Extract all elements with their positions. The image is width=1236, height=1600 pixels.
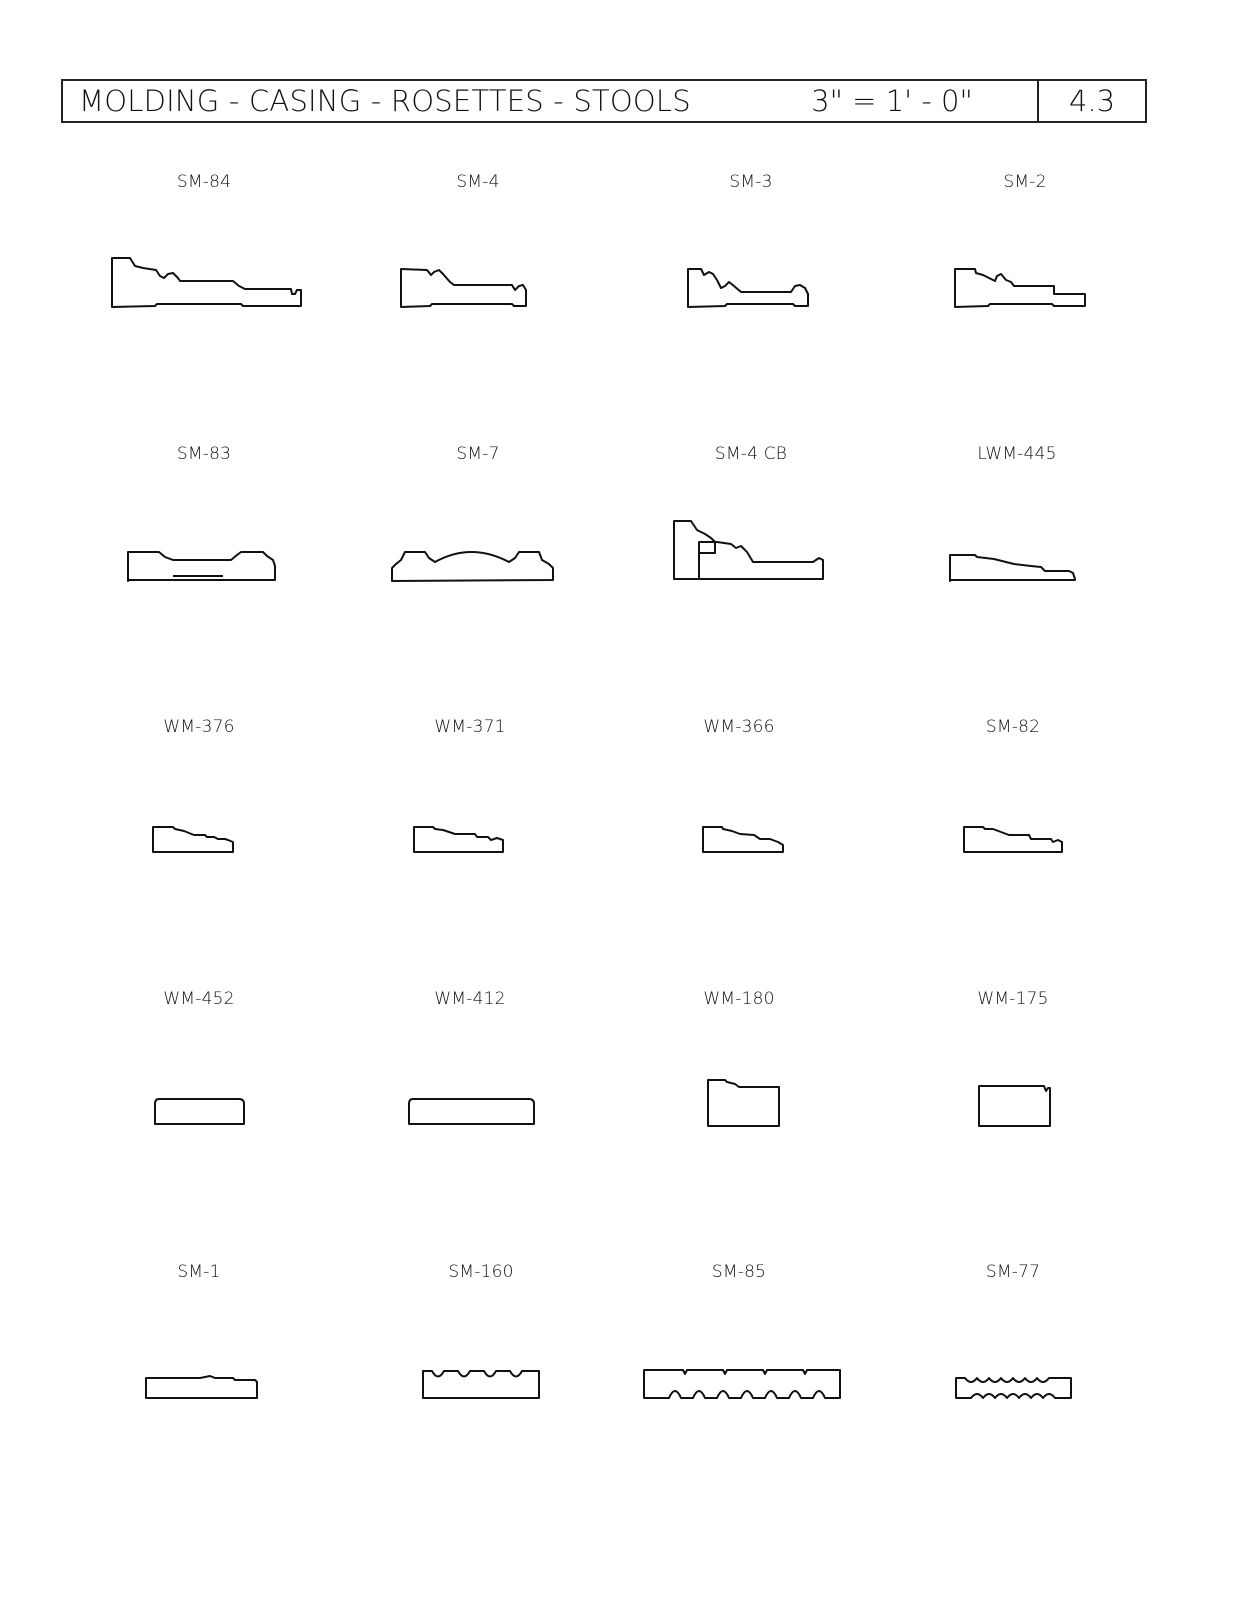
wm-376-profile-drawing: [152, 826, 237, 854]
profile-sm-83: [74, 442, 334, 592]
profile-label: WM-452: [163, 989, 235, 1009]
profile-label: SM-2: [1003, 172, 1047, 192]
sm-82-profile-drawing: [963, 826, 1068, 854]
profile-label: SM-160: [448, 1262, 514, 1282]
sm-1-profile-drawing: [145, 1376, 260, 1400]
profile-label: WM-175: [977, 989, 1049, 1009]
profile-label: SM-4: [456, 172, 500, 192]
sm-3-profile-drawing: [687, 266, 812, 308]
profile-wm-371: [340, 715, 600, 865]
profile-label: WM-371: [434, 717, 506, 737]
sm-2-profile-drawing: [954, 266, 1089, 308]
profile-label: SM-3: [729, 172, 773, 192]
profile-label: SM-84: [176, 172, 232, 192]
profile-label: SM-1: [177, 1262, 221, 1282]
profile-sm-7: [348, 442, 608, 592]
profile-wm-452: [69, 987, 329, 1137]
profile-label: SM-83: [176, 444, 232, 464]
sheet-title: MOLDING - CASING - ROSETTES - STOOLS: [79, 84, 691, 118]
profile-sm-84: [74, 170, 334, 320]
profile-wm-412: [340, 987, 600, 1137]
profile-sm-2: [895, 170, 1155, 320]
wm-412-profile-drawing: [408, 1098, 536, 1126]
profile-label: WM-412: [434, 989, 506, 1009]
profile-sm-82: [883, 715, 1143, 865]
profile-label: SM-85: [711, 1262, 767, 1282]
profile-label: SM-77: [985, 1262, 1041, 1282]
lwm-445-profile-drawing: [949, 552, 1079, 582]
sm-4-cb-profile-drawing: [673, 520, 828, 582]
profile-sm-4-cb: [621, 442, 881, 592]
profile-label: WM-376: [163, 717, 235, 737]
profile-label: WM-366: [703, 717, 775, 737]
profile-sm-85: [609, 1260, 869, 1410]
sm-83-profile-drawing: [127, 548, 277, 582]
sm-85-profile-drawing: [643, 1368, 843, 1400]
profile-label: WM-180: [703, 989, 775, 1009]
wm-452-profile-drawing: [154, 1098, 246, 1126]
profile-label: LWM-445: [977, 444, 1057, 464]
profile-sm-1: [69, 1260, 329, 1410]
profile-lwm-445: [887, 442, 1147, 592]
wm-175-profile-drawing: [978, 1085, 1053, 1127]
profile-wm-175: [883, 987, 1143, 1137]
wm-180-profile-drawing: [707, 1079, 782, 1127]
profile-label: SM-82: [985, 717, 1041, 737]
profile-sm-160: [351, 1260, 611, 1410]
wm-371-profile-drawing: [413, 826, 508, 854]
profile-label: SM-7: [456, 444, 500, 464]
profile-sm-3: [621, 170, 881, 320]
drawing-scale: 3" = 1' - 0": [811, 84, 973, 118]
sm-77-profile-drawing: [955, 1376, 1075, 1400]
title-block: [61, 79, 1147, 123]
profile-wm-180: [609, 987, 869, 1137]
wm-366-profile-drawing: [702, 826, 787, 854]
profile-sm-77: [883, 1260, 1143, 1410]
profile-label: SM-4 CB: [714, 444, 788, 464]
page-number: 4.3: [1037, 81, 1145, 121]
profile-wm-376: [69, 715, 329, 865]
profile-sm-4: [348, 170, 608, 320]
sm-7-profile-drawing: [391, 548, 556, 582]
sm-160-profile-drawing: [422, 1370, 542, 1400]
sm-4-profile-drawing: [400, 266, 530, 308]
sm-84-profile-drawing: [111, 256, 301, 308]
profile-wm-366: [609, 715, 869, 865]
